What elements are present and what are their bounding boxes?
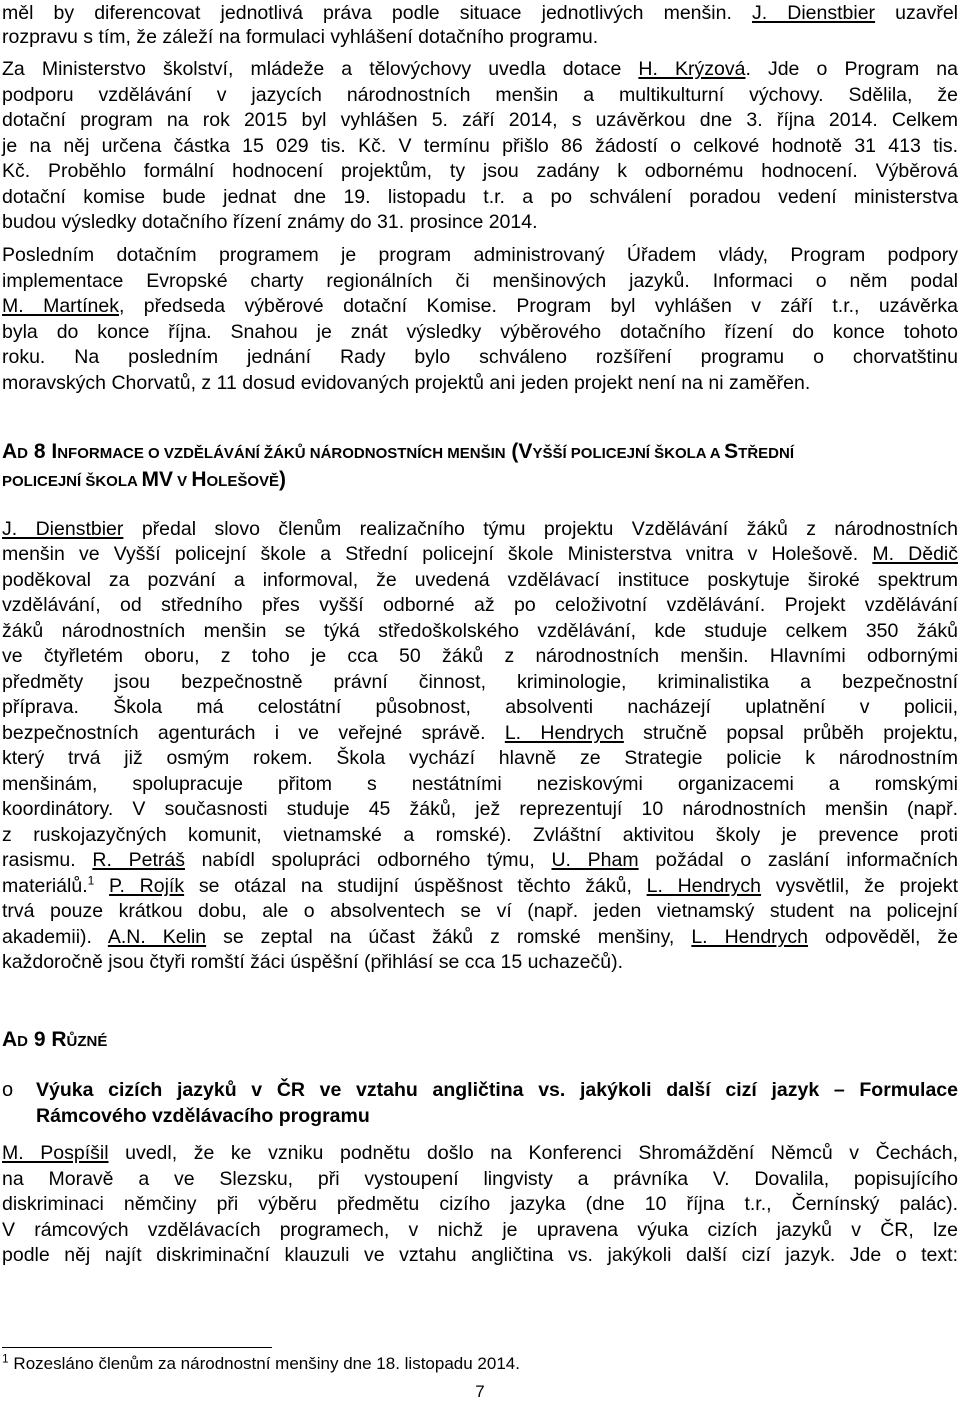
paragraph-line: trvá pouze krátkou dobu, ale o absolventech se ví (např. jeden vietnamský student na policejní <box>2 900 958 922</box>
section-heading-9: AD 9 RŮZNÉ <box>2 1028 108 1051</box>
footnote: $^1$ Rozesláno členům za národnostní menšiny dne 18. listopadu 2014. <box>2 1351 520 1373</box>
section-heading-8: AD 8 INFORMACE O VZDĚLÁVÁNÍ ŽÁKŮ NÁRODNOSTNÍCH MENŠIN (VYŠŠÍ POLICEJNÍ ŠKOLA A STŘEDNÍ <box>2 440 794 463</box>
paragraph-line: rasismu. R. Petráš nabídl spolupráci odborného týmu, U. Pham požádal o zaslání informačních <box>2 849 959 871</box>
person-name: M. Martínek <box>2 295 119 317</box>
paragraph-line: předměty jsou bezpečnostně právní činnost, kriminologie, kriminalistika a bezpečnostní <box>2 671 958 693</box>
paragraph-line: vzdělávání, od středního přes vyšší odborné až po celoživotní vzdělávání. Projekt vzdělávání <box>2 594 958 616</box>
paragraph-line: budou výsledky dotačního řízení známy do 31. prosince 2014. <box>2 211 538 233</box>
person-name: P. Rojík <box>109 875 185 897</box>
person-name: A.N. Kelin <box>107 926 207 948</box>
person-name: R. Petráš <box>92 849 185 871</box>
paragraph-line: Posledním dotačním programem je program administrovaný Úřadem vlády, Program podpory <box>2 244 958 266</box>
section-heading-8-cont: POLICEJNÍ ŠKOLA MV V HOLEŠOVĚ) <box>2 468 287 491</box>
footnote-separator <box>2 1347 272 1348</box>
paragraph-line: měl by diferencovat jednotlivá práva podle situace jednotlivých menšin. J. Dienstbier uzavřel <box>2 2 959 24</box>
paragraph-line: J. Dienstbier předal slovo členům realizačního týmu projektu Vzdělávání žáků z národnostních <box>2 518 958 540</box>
paragraph-line: M. Martínek, předseda výběrové dotační Komise. Program byl vyhlášen v září t.r., uzávěrka <box>2 295 958 317</box>
page-number: 7 <box>475 1382 485 1401</box>
paragraph-line: je na něj určena částka 15 029 tis. Kč. V termínu přišlo 86 žádostí o celkové hodnotě 31 413 tis. <box>2 135 958 157</box>
paragraph-line: který trvá již osmým rokem. Škola vychází hlavně ze Strategie policie k národnostním <box>2 747 958 769</box>
paragraph-line: akademii). A.N. Kelin se zeptal na účast žáků z romské menšiny, L. Hendrych odpověděl, že <box>2 926 958 948</box>
footnote-ref: 1 <box>87 873 95 888</box>
paragraph-line: dotační program na rok 2015 byl vyhlášen 5. září 2014, s uzávěrkou dne 3. října 2014. Celkem <box>2 109 958 131</box>
paragraph-line: Za Ministerstvo školství, mládeže a tělovýchovy uvedla dotace H. Krýzová. Jde o Program na <box>2 58 958 80</box>
person-name: L. Hendrych <box>646 875 762 897</box>
paragraph-line: bezpečnostních agenturách i ve veřejné správě. L. Hendrych stručně popsal průběh projektu, <box>2 722 958 744</box>
paragraph-line: podle něj najít diskriminační klauzuli ve vztahu angličtina vs. jakýkoli další cizí jazyk. Jde o text: <box>2 1244 958 1266</box>
paragraph-line: moravských Chorvatů, z 11 dosud evidovaných projektů ani jeden projekt není na ni zaměřen. <box>2 372 811 394</box>
person-name: L. Hendrych <box>504 722 624 744</box>
person-name: J. Dienstbier <box>751 2 876 24</box>
person-name: J. Dienstbier <box>2 518 124 540</box>
bullet-item-title: Výuka cizích jazyků v ČR ve vztahu angličtina vs. jakýkoli další cizí jazyk – Formulace <box>36 1079 958 1101</box>
paragraph-line: rozpravu s tím, že záleží na formulaci vyhlášení dotačního programu. <box>2 26 599 48</box>
paragraph-line: diskriminaci němčiny při výběru předmětu cizího jazyka (dne 10 října t.r., Černínský palác). <box>2 1193 958 1215</box>
person-name: U. Pham <box>551 849 639 871</box>
paragraph-line: koordinátory. V současnosti studuje 45 žáků, jež reprezentují 10 národnostních menšin (např. <box>2 798 958 820</box>
paragraph-line: příprava. Škola má celostátní působnost, absolventi nacházejí uplatnění v policii, <box>2 696 958 718</box>
paragraph-line: menšinám, spolupracuje přitom s nestátními neziskovými organizacemi a romskými <box>2 773 958 795</box>
paragraph-line: V rámcových vzdělávacích programech, v nichž je upravena výuka cizích jazyků v ČR, lze <box>2 1219 958 1241</box>
paragraph-line: na Moravě a ve Slezsku, při vystoupení lingvisty a právníka V. Dovalila, popisujícího <box>2 1168 958 1190</box>
paragraph-line: menšin ve Vyšší policejní škole a Střední policejní škole Ministerstva vnitra v Holešově. M. Dědič <box>2 543 958 565</box>
paragraph-line: ve čtyřletém oboru, z toho je cca 50 žáků z národnostních menšin. Hlavními odbornými <box>2 645 958 667</box>
person-name: H. Krýzová <box>638 58 746 80</box>
paragraph-line: každoročně jsou čtyři romští žáci úspěšní (přihlásí se cca 15 uchazečů). <box>2 951 624 973</box>
paragraph-line: podporu vzdělávání v jazycích národnostních menšin a multikulturní výchovy. Sdělila, že <box>2 84 958 106</box>
paragraph-line: poděkoval za pozvání a informoval, že uvedená vzdělávací instituce poskytuje široké spektrum <box>2 569 958 591</box>
paragraph-line: implementace Evropské charty regionálních či menšinových jazyků. Informaci o něm podal <box>2 270 958 292</box>
paragraph-line: dotační komise bude jednat dne 19. listopadu t.r. a po schválení poradou vedení ministerstva <box>2 186 958 208</box>
paragraph-line: z ruskojazyčných komunit, vietnamské a romské). Zvláštní aktivitou školy je prevence proti <box>2 824 958 846</box>
paragraph-line: žáků národnostních menšin se týká středoškolského vzdělávání, kde studuje celkem 350 žáků <box>2 620 958 642</box>
paragraph-line: Kč. Proběhlo formální hodnocení projektům, ty jsou zadány k odbornému hodnocení. Výběrová <box>2 160 958 182</box>
paragraph-line: materiálů.$^1$ P. Rojík se otázal na studijní úspěšnost těchto žáků, L. Hendrych vysvětlil, že projekt <box>2 873 959 897</box>
bullet-icon: o <box>2 1079 14 1101</box>
paragraph-line: byla do konce října. Snahou je znát výsledky výběrového dotačního řízení do konce tohoto <box>2 321 958 343</box>
person-name: L. Hendrych <box>691 926 809 948</box>
paragraph-line: roku. Na posledním jednání Rady bylo schváleno rozšíření programu o chorvatštinu <box>2 346 958 368</box>
person-name: M. Pospíšil <box>2 1142 109 1164</box>
person-name: M. Dědič <box>872 543 958 565</box>
paragraph-line: M. Pospíšil uvedl, že ke vzniku podnětu došlo na Konferenci Shromáždění Němců v Čechách, <box>2 1142 958 1164</box>
bullet-item-title-cont: Rámcového vzdělávacího programu <box>36 1105 370 1127</box>
